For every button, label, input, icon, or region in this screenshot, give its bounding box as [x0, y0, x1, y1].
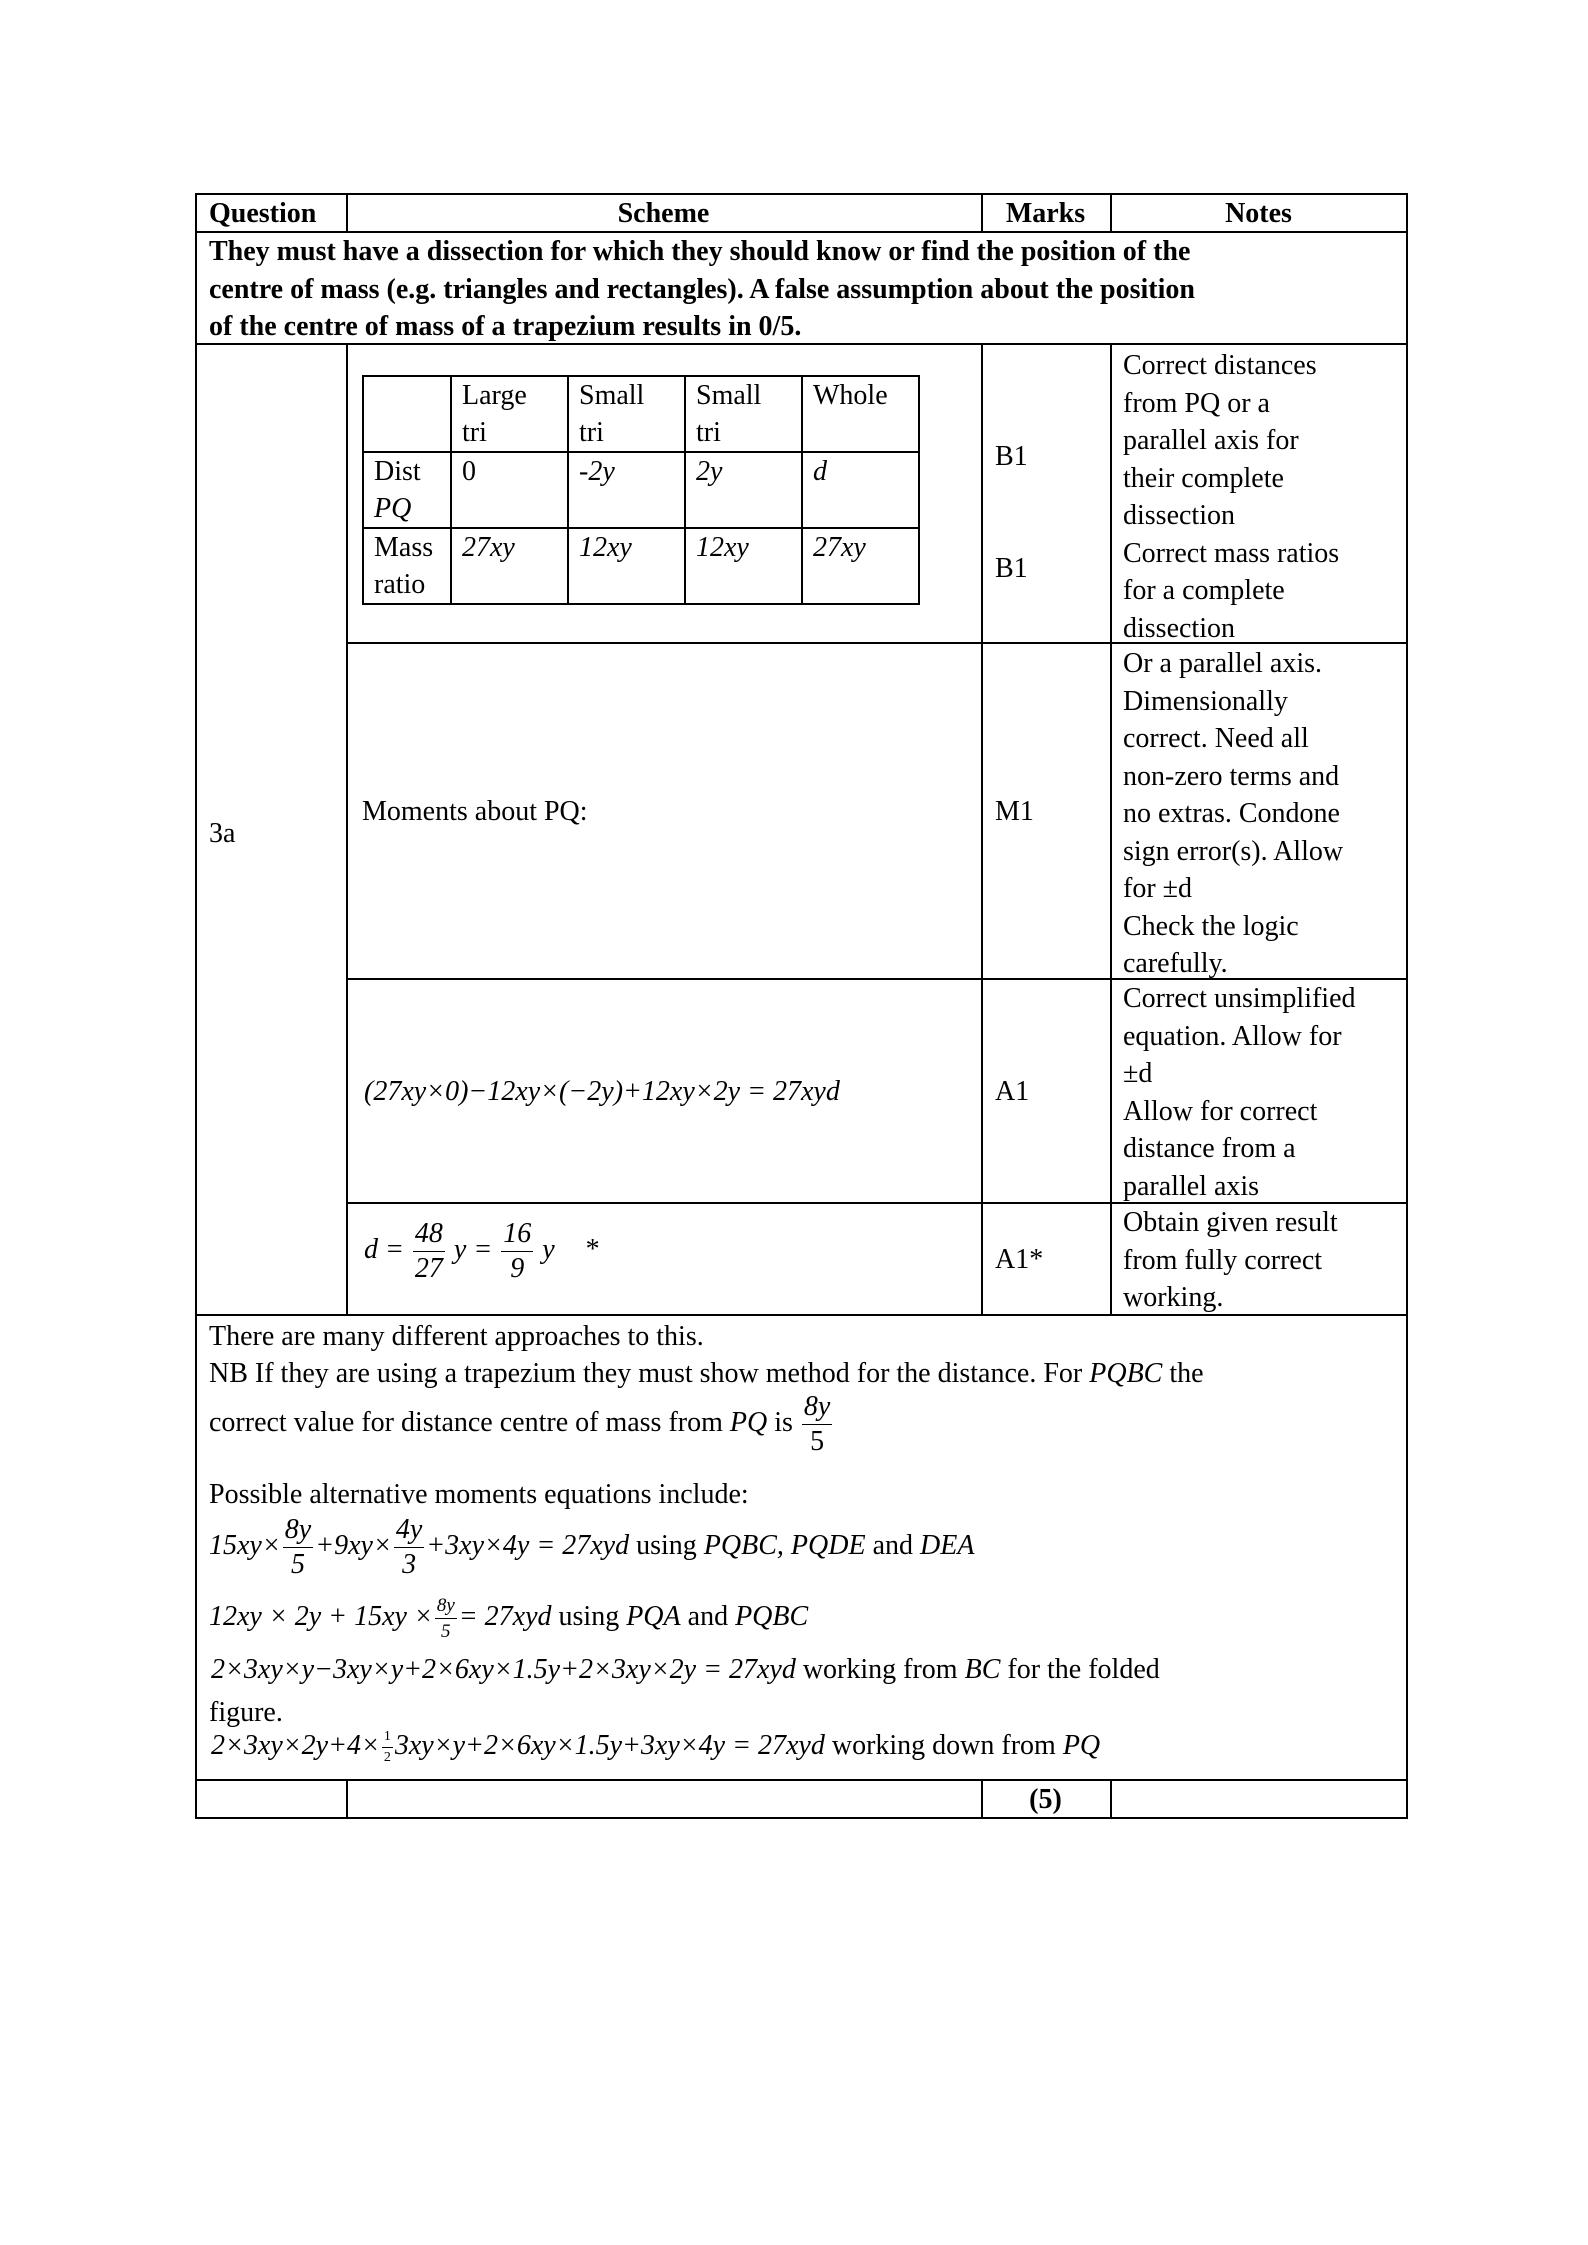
intro-line: of the centre of mass of a trapezium results in 0/5. [209, 311, 802, 342]
text: BC [964, 1654, 1001, 1685]
fraction [283, 1516, 313, 1579]
note-line: Allow for correct [1123, 1095, 1318, 1127]
text: PQBC, PQDE [703, 1529, 866, 1561]
denominator: 9 [510, 1253, 525, 1284]
text: PQ [729, 1406, 768, 1438]
table-divider [195, 1779, 1408, 1781]
note-line: Check the logic [1123, 910, 1299, 942]
table-header-cell: Small tri [568, 376, 685, 452]
numerator: 48 [413, 1220, 445, 1252]
note-line: Dimensionally [1123, 685, 1288, 717]
note-line: Correct mass ratios [1123, 537, 1340, 569]
text: and [680, 1600, 736, 1632]
column-divider [346, 1779, 348, 1819]
eq-text: d = [364, 1233, 404, 1265]
eq-text: 2×3xy×2y+4× [211, 1730, 380, 1761]
dist-label-pq: PQ [374, 493, 412, 524]
given-result-star: * [585, 1233, 600, 1265]
note-line: Obtain given result [1123, 1207, 1338, 1238]
denominator: 5 [290, 1549, 305, 1580]
table-header-cell: Small tri [685, 376, 802, 452]
alt-equation-1 [209, 1516, 974, 1579]
alt-line: figure. [209, 1697, 283, 1728]
note-line: no extras. Condone [1123, 798, 1340, 829]
note-line: Or a parallel axis. [1123, 648, 1323, 679]
row-label [363, 452, 451, 528]
table-cell: d [802, 452, 919, 528]
question-number: 3a [209, 818, 236, 849]
text: PQBC [735, 1600, 809, 1632]
eq-text: y [542, 1233, 555, 1265]
fraction [435, 1596, 457, 1641]
note-line: sign error(s). Allow [1123, 835, 1344, 867]
text: using [551, 1600, 627, 1632]
text: is [767, 1406, 793, 1438]
note-line: for ±d [1123, 873, 1193, 904]
eq-text: +9xy× [315, 1529, 392, 1561]
alt-equation-3 [211, 1651, 1160, 1688]
table-border-right [1406, 193, 1408, 1819]
header-question: Question [209, 198, 317, 229]
notes-cell [1123, 347, 1339, 647]
fraction [413, 1220, 445, 1283]
numerator: 16 [501, 1220, 533, 1252]
denominator: 3 [402, 1549, 417, 1580]
denominator: 27 [414, 1253, 443, 1284]
text: the [1162, 1358, 1204, 1389]
result-equation [364, 1220, 600, 1283]
alt-equation-2 [209, 1596, 808, 1641]
text: for the folded [1000, 1654, 1160, 1685]
column-divider [346, 343, 348, 1316]
eq-text: y = [453, 1233, 493, 1265]
mark: A1 [995, 1076, 1030, 1107]
table-cell: 12xy [568, 528, 685, 604]
alt-line [209, 1393, 834, 1456]
alt-line: Possible alternative moments equations include: [209, 1479, 749, 1510]
row-label: Mass ratio [363, 528, 451, 604]
text: PQBC [1089, 1358, 1163, 1389]
intro-line: They must have a dissection for which they should know or find the position of the [209, 236, 1191, 267]
eq-text: 3xy×y+2×6xy×1.5y+3xy×4y = 27xyd [394, 1730, 825, 1761]
note-line: dissection [1123, 500, 1235, 531]
text: working down from [824, 1730, 1063, 1761]
mark: A1* [995, 1244, 1044, 1275]
note-line: dissection [1123, 612, 1235, 644]
note-line: from PQ or a [1123, 387, 1270, 419]
note-line: parallel axis [1123, 1170, 1260, 1202]
notes-cell [1123, 1204, 1338, 1317]
text: PQA [626, 1600, 681, 1632]
text: using [629, 1529, 704, 1561]
note-line: ±d [1123, 1058, 1153, 1089]
dissection-table [362, 375, 920, 605]
fraction [382, 1730, 393, 1765]
text: working from [795, 1654, 965, 1685]
mark: B1 [995, 441, 1028, 472]
notes-cell [1123, 645, 1343, 983]
note-line: carefully. [1123, 948, 1228, 979]
numerator: 8y [435, 1596, 457, 1619]
alt-line [209, 1355, 1204, 1392]
eq-text: 2×3xy×y−3xy×y+2×6xy×1.5y+2×3xy×2y = 27xyd [211, 1654, 796, 1685]
total-marks: (5) [1029, 1784, 1062, 1815]
mark: B1 [995, 553, 1028, 584]
moments-equation: (27xy×0)−12xy×(−2y)+12xy×2y = 27xyd [364, 1076, 840, 1107]
denominator: 5 [441, 1621, 451, 1642]
note-line: working. [1123, 1282, 1224, 1313]
denominator: 2 [383, 1750, 391, 1766]
fraction [501, 1220, 533, 1283]
note-line: equation. Allow for [1123, 1020, 1342, 1052]
table-header-cell [363, 376, 451, 452]
table-row [363, 452, 919, 528]
denominator: 5 [810, 1426, 825, 1457]
note-line: non-zero terms and [1123, 760, 1340, 792]
table-cell: 12xy [685, 528, 802, 604]
numerator: 8y [283, 1516, 313, 1548]
table-cell: -2y [568, 452, 685, 528]
text: correct value for distance centre of mass from [209, 1406, 730, 1438]
eq-text: 12xy × 2y + 15xy × [209, 1600, 433, 1632]
alt-line: There are many different approaches to this. [209, 1321, 704, 1352]
mark: M1 [995, 796, 1034, 827]
header-notes: Notes [1225, 198, 1292, 229]
table-cell: 27xy [802, 528, 919, 604]
table-border-bottom [195, 1817, 1408, 1819]
table-header-cell: Large tri [451, 376, 568, 452]
table-row [363, 376, 919, 452]
fraction [802, 1393, 832, 1456]
note-line: for a complete [1123, 575, 1285, 606]
intro-text [209, 233, 1195, 346]
note-line: Correct distances [1123, 350, 1317, 381]
numerator: 8y [802, 1393, 832, 1425]
eq-text: 15xy× [209, 1529, 281, 1561]
notes-cell [1123, 980, 1356, 1205]
column-divider [1110, 343, 1112, 1316]
note-line: correct. Need all [1123, 723, 1309, 754]
dist-label: Dist [374, 456, 421, 487]
table-cell: 0 [451, 452, 568, 528]
intro-line: centre of mass (e.g. triangles and rectangles). A false assumption about the position [209, 273, 1195, 305]
text: DEA [920, 1529, 975, 1561]
numerator: 4y [394, 1516, 424, 1548]
text: and [865, 1529, 920, 1561]
moments-label: Moments about PQ: [362, 796, 588, 827]
alt-equation-4 [211, 1730, 1100, 1765]
table-cell: 27xy [451, 528, 568, 604]
note-line: from fully correct [1123, 1244, 1323, 1276]
numerator: 1 [382, 1730, 393, 1748]
eq-text: +3xy×4y = 27xyd [426, 1529, 630, 1561]
text: PQ [1062, 1730, 1101, 1761]
note-line: Correct unsimplified [1123, 983, 1356, 1014]
eq-text: = 27xyd [458, 1600, 552, 1632]
column-divider [1110, 1779, 1112, 1819]
note-line: parallel axis for [1123, 425, 1299, 456]
note-line: their complete [1123, 462, 1284, 494]
fraction [394, 1516, 424, 1579]
column-divider [981, 343, 983, 1316]
header-scheme: Scheme [617, 198, 710, 229]
table-cell: 2y [685, 452, 802, 528]
table-header-cell: Whole [802, 376, 919, 452]
text: NB If they are using a trapezium they must show method for the distance. For [209, 1358, 1090, 1389]
note-line: distance from a [1123, 1133, 1296, 1164]
table-border-left [195, 193, 197, 1819]
table-row [363, 528, 919, 604]
header-marks: Marks [1005, 198, 1086, 229]
